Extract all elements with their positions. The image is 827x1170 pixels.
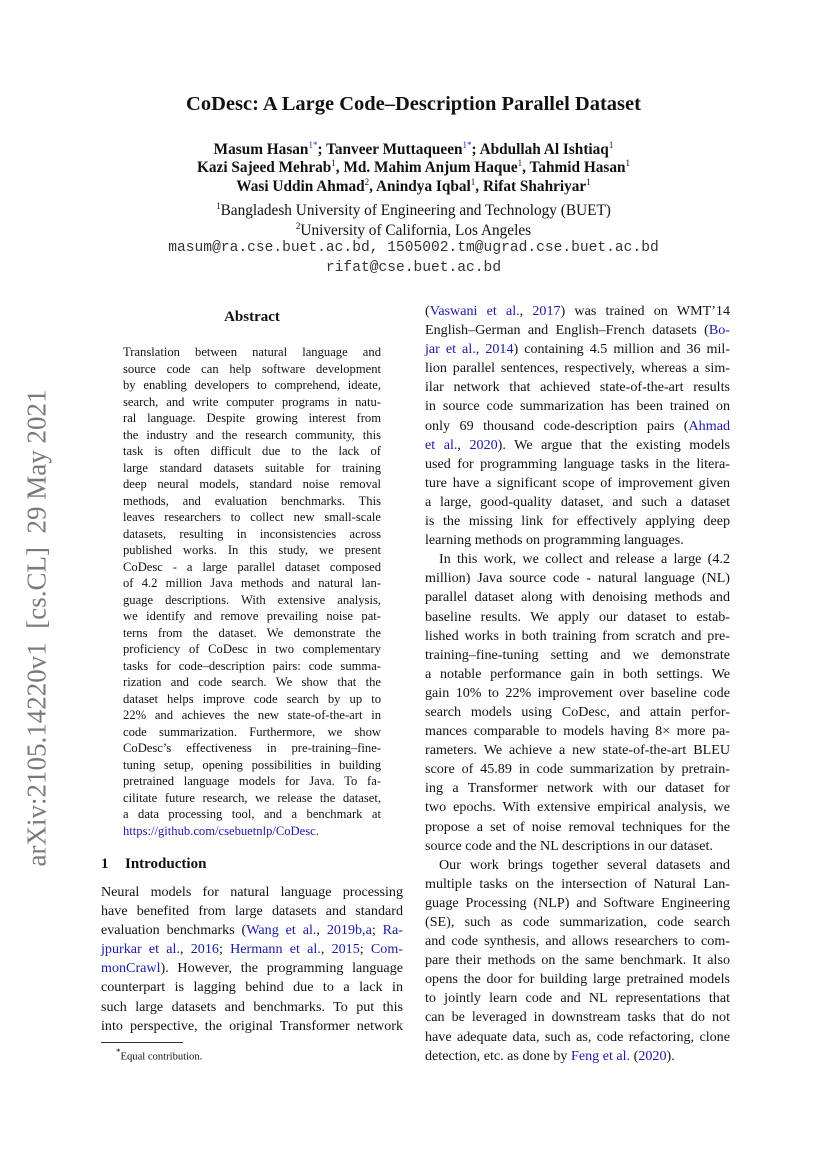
text-line <box>425 989 730 1008</box>
text-span: CoDesc - a large parallel dataset composed <box>123 559 381 574</box>
text-span: score of 45.89 in code summarization by pretrain- <box>425 761 730 778</box>
text-line <box>425 722 730 741</box>
text-line <box>425 397 730 416</box>
text-span: evaluation benchmarks ( <box>101 922 247 939</box>
text-span: search models using CoDesc, and attain perfor- <box>425 703 730 720</box>
text-line <box>123 740 381 757</box>
text-line <box>123 542 381 559</box>
text-line <box>425 474 730 493</box>
text-line <box>425 703 730 722</box>
right-column-body <box>425 302 730 1066</box>
text-line <box>425 531 730 550</box>
text-line <box>123 443 381 460</box>
text-line <box>123 361 381 378</box>
author-affiliation-mark: 1* <box>308 140 318 150</box>
footnote <box>116 1047 202 1063</box>
author-affiliation-mark: 1 <box>586 177 591 187</box>
citation-link[interactable]: jpurkar et al. <box>101 941 180 958</box>
text-span: and code synthesis, and allows researchers to com- <box>425 933 730 950</box>
author-affiliation-mark: 2 <box>364 177 370 187</box>
text-span: leaves researchers to collect new small-scale <box>123 510 381 524</box>
text-span: ; <box>359 941 371 958</box>
text-span: a large, good-quality dataset, and such a dataset <box>425 493 730 510</box>
text-span: , <box>457 436 470 453</box>
section-title: Introduction <box>125 856 207 872</box>
citation-link[interactable]: Vaswani et al. <box>429 303 520 319</box>
text-line <box>425 627 730 646</box>
text-line <box>101 978 403 997</box>
section-heading-introduction <box>101 856 206 873</box>
text-line <box>425 1047 730 1066</box>
text-line <box>425 837 730 856</box>
author-name: Tanveer Muttaqueen <box>326 141 463 159</box>
arxiv-identifier: arXiv:2105.14220v1 [cs.CL] 29 May 2021 <box>21 389 52 867</box>
text-line <box>425 359 730 378</box>
text-line <box>425 856 730 875</box>
email-line-2: rifat@cse.buet.ac.bd <box>325 260 502 276</box>
text-line <box>123 674 381 691</box>
text-line <box>123 707 381 724</box>
text-span: terns from the dataset. We demonstrate the <box>123 625 381 640</box>
text-span: the industry and the research community, this <box>123 427 381 442</box>
text-line <box>101 902 403 921</box>
text-line <box>425 378 730 397</box>
text-span: have benefited from large datasets and standard <box>101 903 403 920</box>
author-name: Rifat Shahriyar <box>482 178 587 196</box>
text-line <box>123 559 381 576</box>
text-span: used for programming language tasks in the litera- <box>425 455 730 472</box>
text-span: to jointly learn code and NL representations that <box>425 990 730 1007</box>
text-span: tasks for code–description pairs: code summa- <box>123 658 381 673</box>
text-span: ). We argue that the existing models <box>497 436 730 453</box>
text-span: two epochs. With extensive empirical analysis, we <box>425 799 730 816</box>
text-line <box>123 394 381 411</box>
affiliation-name: Bangladesh University of Engineering and Technology (BUET) <box>220 202 611 220</box>
text-line <box>425 970 730 989</box>
text-line <box>425 493 730 512</box>
author-affiliation-mark: 1 <box>625 158 630 168</box>
text-span: Our work brings together several datasets and <box>439 856 730 873</box>
text-line <box>425 779 730 798</box>
text-line <box>425 760 730 779</box>
text-line <box>101 1017 403 1036</box>
text-span: only 69 thousand code-description pairs ( <box>425 417 689 434</box>
text-span: rization and code search. We show that the <box>123 675 381 689</box>
text-line <box>123 641 381 658</box>
text-line <box>123 509 381 526</box>
text-span: a data processing tool, and a benchmark at <box>123 807 381 821</box>
text-span: , <box>180 941 191 958</box>
text-span: parallel dataset along with denoising methods and <box>425 589 730 606</box>
text-span: lished works in both training from scratch and pre- <box>425 627 730 644</box>
footnote-rule <box>101 1042 183 1043</box>
text-line <box>123 773 381 790</box>
citation-link[interactable]: a <box>365 922 372 939</box>
text-span: of 4.2 million Java methods and natural lan- <box>123 576 381 590</box>
citation-link[interactable]: et al. <box>425 436 458 453</box>
text-line <box>123 476 381 493</box>
text-line <box>425 798 730 817</box>
text-span: , <box>519 303 533 319</box>
citation-link[interactable]: 2020 <box>638 1047 667 1064</box>
text-span: search, and write computer programs in natu- <box>123 394 381 409</box>
text-line <box>425 951 730 970</box>
affiliation-mark: 1 <box>216 201 221 211</box>
text-span: ing a Transformer network with our dataset for <box>425 780 730 797</box>
citation-link[interactable]: Com- <box>370 941 403 958</box>
abstract-heading: Abstract <box>224 309 280 325</box>
text-line <box>101 998 403 1017</box>
text-span: deep neural models, standard noise removal <box>123 477 381 491</box>
text-line <box>425 455 730 474</box>
text-span: ( <box>630 1047 639 1064</box>
text-span: , <box>362 922 366 939</box>
text-line <box>425 913 730 932</box>
text-span: lion parallel sentences, respectively, whereas a sim- <box>425 360 730 377</box>
citation-link[interactable]: Ra- <box>382 922 403 939</box>
citation-link[interactable]: 2016 <box>190 941 219 958</box>
text-line <box>425 646 730 665</box>
text-span: Translation between natural language and <box>123 345 381 359</box>
text-span: such large datasets and benchmarks. To put this <box>101 998 403 1015</box>
text-span: gain 10% to 22% improvement over baseline code <box>425 684 730 701</box>
text-line <box>123 608 381 625</box>
text-line <box>425 932 730 951</box>
text-span: CoDesc’s effectiveness in pre-training–fine- <box>123 741 381 755</box>
text-line <box>123 592 381 609</box>
text-span: , <box>320 941 332 958</box>
text-line <box>123 526 381 543</box>
text-span: counterpart is lagging behind due to a lack in <box>101 979 403 996</box>
text-span: ). However, the programming language <box>160 960 403 977</box>
author-name: Masum Hasan <box>213 141 309 159</box>
author-name: Abdullah Al Ishtiaq <box>479 141 609 159</box>
text-span: tuning setup, opening possibilities in building <box>123 757 381 772</box>
introduction-body <box>101 883 403 1036</box>
text-line <box>425 875 730 894</box>
text-span: detection, etc. as done by <box>425 1047 571 1064</box>
citation-link[interactable]: 2020 <box>469 436 498 453</box>
text-line <box>123 724 381 741</box>
text-span: ral language. Despite growing interest from <box>123 411 381 425</box>
text-span: . <box>315 823 319 838</box>
text-span: opens the door for building large pretrained models <box>425 971 730 988</box>
text-span: into perspective, the original Transformer network <box>101 1017 403 1034</box>
author-name: Kazi Sajeed Mehrab <box>197 159 332 177</box>
citation-link[interactable]: 2019b <box>326 922 363 939</box>
text-line <box>425 512 730 531</box>
text-line <box>123 823 381 840</box>
author-name: Tahmid Hasan <box>529 159 626 177</box>
text-span: ; <box>371 922 383 939</box>
citation-link[interactable]: https://github.com/csebuetnlp/CoDesc <box>123 823 316 838</box>
text-span: mances comparable to models having 8× more pa- <box>425 723 730 740</box>
text-span: 22% and achieves the new state-of-the-art in <box>123 708 381 722</box>
section-number: 1 <box>101 856 109 872</box>
text-span: ilar network that achieved state-of-the-art results <box>425 379 730 396</box>
abstract-body <box>123 344 381 839</box>
text-span: propose a set of noise removal techniques for the <box>425 818 730 835</box>
footnote-mark: * <box>116 1047 121 1057</box>
text-line <box>425 1028 730 1047</box>
citation-link[interactable]: monCrawl <box>101 960 161 977</box>
text-span: task is often difficult due to the lack of <box>123 444 381 458</box>
affiliation-mark: 2 <box>295 221 301 231</box>
text-line <box>425 818 730 837</box>
text-line <box>123 344 381 361</box>
text-span: , <box>475 341 486 358</box>
text-line <box>123 691 381 708</box>
text-line <box>123 427 381 444</box>
text-span: ) containing 4.5 million and 36 mil- <box>513 341 731 358</box>
citation-link[interactable]: Hermann et al. <box>230 941 321 958</box>
text-span: Neural models for natural language processing <box>101 884 403 900</box>
text-line <box>425 321 730 340</box>
citation-link[interactable]: 2014 <box>485 341 514 358</box>
text-span: million) Java source code - natural language (NL) <box>425 570 730 587</box>
author-line-2: Kazi Sajeed Mehrab$^1$, Md. Mahim Anjum Haque$^1$, Tahmid Hasan$^1$ <box>197 158 630 177</box>
text-span: is the missing link for effectively applying deep <box>425 513 730 530</box>
text-span: cilitate future research, we release the dataset, <box>123 790 381 805</box>
text-span: dataset helps improve code search by up to <box>123 691 381 706</box>
citation-link[interactable]: Bo- <box>708 322 730 339</box>
text-line <box>123 460 381 477</box>
citation-link[interactable]: Ahmad <box>688 417 730 434</box>
text-line <box>425 340 730 359</box>
text-span: we identify and remove prevailing noise pat- <box>123 609 381 623</box>
text-span: baseline results. We apply our dataset to estab- <box>425 608 730 625</box>
text-span: published works. In this study, we present <box>123 543 381 557</box>
text-span: methods, and evaluation benchmarks. This <box>123 493 381 508</box>
author-affiliation-mark: 1 <box>517 158 523 168</box>
text-span: by enabling developers to comprehend, ideate, <box>123 378 381 392</box>
citation-link[interactable]: 2017 <box>532 303 561 319</box>
text-span: source code and the NL descriptions in our dataset. <box>425 837 713 854</box>
text-span: learning methods on programming languages. <box>425 532 684 549</box>
text-span: in source code summarization has been trained on <box>425 398 730 415</box>
text-span: ; <box>218 941 231 958</box>
text-line <box>425 436 730 455</box>
text-line <box>123 575 381 592</box>
author-affiliation-mark: 1 <box>470 177 476 187</box>
text-line <box>425 302 730 321</box>
text-span: ) was trained on WMT’14 <box>560 303 730 319</box>
text-line <box>425 665 730 684</box>
text-span: , <box>316 922 327 939</box>
text-line <box>123 757 381 774</box>
text-line <box>123 790 381 807</box>
text-span: can be leveraged in downstream tasks that do not <box>425 1009 730 1026</box>
text-span: English–German and English–French datasets ( <box>425 322 709 339</box>
text-line <box>425 741 730 760</box>
email-line-1: masum@ra.cse.buet.ac.bd, 1505002.tm@ugrad.cse.buet.ac.bd <box>168 240 659 256</box>
text-span: multiple tasks on the intersection of Natural Lan- <box>425 875 730 892</box>
text-line <box>123 658 381 675</box>
text-line <box>425 894 730 913</box>
text-span: proficiency of CoDesc in two complementary <box>123 642 381 656</box>
author-affiliation-mark: 1 <box>331 158 336 168</box>
text-span: ). <box>666 1047 675 1064</box>
text-span: ( <box>425 303 430 319</box>
footnote-text: Equal contribution. <box>120 1051 203 1063</box>
text-span: guage descriptions. With extensive analysis, <box>123 592 381 607</box>
text-line <box>101 959 403 978</box>
author-line-1: Masum Hasan$^{1*}$; Tanveer Muttaqueen$^{1*}$; Abdullah Al Ishtiaq$^1$ <box>213 140 614 159</box>
author-name: Wasi Uddin Ahmad <box>236 178 365 196</box>
text-line <box>425 1008 730 1027</box>
author-affiliation-mark: 1 <box>608 140 614 150</box>
author-name: Anindya Iqbal <box>375 178 471 196</box>
text-line <box>123 806 381 823</box>
text-span: guage Processing (NLP) and Software Engineering <box>425 894 730 911</box>
text-line <box>101 921 403 940</box>
text-span: training–fine-tuning setting and we demonstrate <box>425 646 730 663</box>
citation-link[interactable]: Feng et al. <box>570 1047 631 1064</box>
paper-title: CoDesc: A Large Code–Description Parallel Dataset <box>186 93 641 115</box>
author-name: Md. Mahim Anjum Haque <box>343 159 518 177</box>
text-line <box>123 625 381 642</box>
citation-link[interactable]: jar et al. <box>425 341 476 358</box>
author-line-3: Wasi Uddin Ahmad$^2$, Anindya Iqbal$^1$, Rifat Shahriyar$^1$ <box>236 177 591 196</box>
text-line <box>425 684 730 703</box>
text-line <box>101 883 403 902</box>
text-line <box>123 377 381 394</box>
text-span: large standard datasets suitable for training <box>123 460 381 475</box>
text-line <box>425 608 730 627</box>
text-span: source code can help software development <box>123 361 381 376</box>
text-line <box>425 417 730 436</box>
text-span: ture have a significant scope of improvement given <box>425 474 730 491</box>
text-span: code summarization. Furthermore, we show <box>123 724 381 739</box>
text-span: have adequate data, such as, code refactoring, clone <box>425 1028 730 1045</box>
text-span: rameters. We achieve a new state-of-the-art BLEU <box>425 742 730 759</box>
text-span: pare their methods on the same benchmark. It also <box>425 952 730 969</box>
author-affiliation-mark: 1* <box>462 140 472 150</box>
text-line <box>425 569 730 588</box>
affiliation-name: University of California, Los Angeles <box>300 222 532 240</box>
text-span: In this work, we collect and release a large (4.2 <box>439 551 730 568</box>
text-line <box>123 410 381 427</box>
citation-link[interactable]: 2015 <box>331 941 360 958</box>
text-span: a notable performance gain in both settings. We <box>425 665 730 682</box>
text-line <box>123 493 381 510</box>
text-span: pretrained language models for Java. To fa- <box>123 774 381 788</box>
text-line <box>101 940 403 959</box>
text-span: (SE), such as code summarization, code search <box>425 914 730 930</box>
text-span: datasets, resulting in inconsistencies across <box>123 526 381 541</box>
citation-link[interactable]: Wang et al. <box>246 922 317 939</box>
text-line <box>425 588 730 607</box>
text-line <box>425 550 730 569</box>
